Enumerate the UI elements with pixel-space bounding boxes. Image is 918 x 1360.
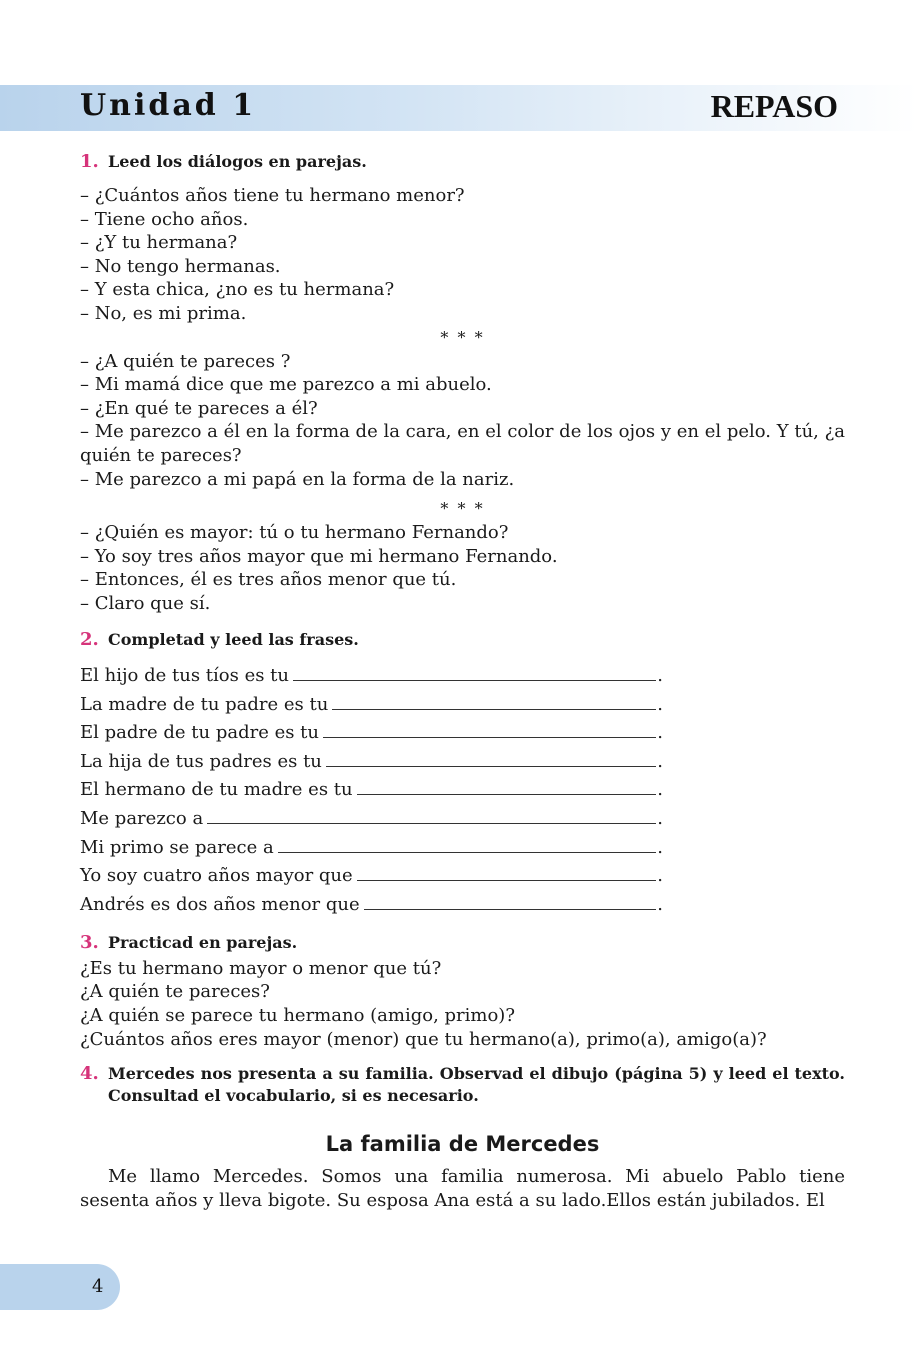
fill-in-sentence: El padre de tu padre es tu .: [80, 722, 663, 744]
answer-blank[interactable]: [326, 765, 656, 767]
dialogue-line: – Mi mamá dice que me parezco a mi abuelo.: [80, 374, 492, 396]
dialogue-1: [80, 184, 845, 326]
dialogue-separator: * * *: [440, 327, 485, 347]
exercise-number: 4.: [80, 1063, 99, 1085]
dialogue-line: – Me parezco a mi papá en la forma de la nariz.: [80, 468, 515, 490]
fill-in-sentence: Me parezco a .: [80, 808, 663, 830]
dialogue-2: [80, 350, 845, 492]
answer-blank[interactable]: [357, 879, 657, 881]
section-title: REPASO: [710, 88, 838, 124]
dialogue-line: – ¿Quién es mayor: tú o tu hermano Fernando?: [80, 522, 509, 544]
dialogue-line: – Tiene ocho años.: [80, 208, 249, 230]
exercise-number: 3.: [80, 931, 99, 953]
dialogue-line: – Me parezco a él en la forma de la cara, en el color de los ojos y en el pelo. Y tú, ¿a quién te pareces?: [80, 421, 845, 466]
story-paragraph: Me llamo Mercedes. Somos una familia numerosa. Mi abuelo Pablo tiene sesenta años y lleva bigote. Su esposa Ana está a su lado.Ellos están jubilados. El: [80, 1166, 845, 1211]
fill-in-sentence: Andrés es dos años menor que .: [80, 893, 663, 915]
answer-blank[interactable]: [332, 708, 656, 710]
exercise-number: 2.: [80, 628, 99, 650]
dialogue-line: – ¿Y tu hermana?: [80, 232, 238, 254]
story-title: La familia de Mercedes: [325, 1132, 600, 1157]
dialogue-line: – Y esta chica, ¿no es tu hermana?: [80, 279, 395, 301]
unit-title: Unidad 1: [80, 88, 257, 123]
dialogue-line: – ¿A quién te pareces ?: [80, 350, 291, 372]
fill-in-sentence: Yo soy cuatro años mayor que .: [80, 865, 663, 887]
exercise-1-heading: [80, 150, 845, 174]
dialogue-line: – Claro que sí.: [80, 592, 211, 614]
answer-blank[interactable]: [323, 736, 656, 738]
exercise-instruction: Mercedes nos presenta a su familia. Observad el dibujo (página 5) y leed el texto. Consultad el vocabulario, si es necesario.: [108, 1064, 845, 1106]
page-number: 4: [92, 1276, 104, 1297]
exercise-2-heading: [80, 628, 845, 652]
fill-in-sentence: Mi primo se parece a .: [80, 836, 663, 858]
dialogue-line: – ¿Cuántos años tiene tu hermano menor?: [80, 185, 465, 206]
practice-question: ¿A quién se parece tu hermano (amigo, primo)?: [80, 1005, 515, 1027]
fill-in-list: [80, 658, 845, 915]
answer-blank[interactable]: [357, 793, 657, 795]
answer-blank[interactable]: [293, 679, 656, 681]
dialogue-line: – Yo soy tres años mayor que mi hermano Fernando.: [80, 545, 558, 567]
fill-in-sentence: El hermano de tu madre es tu .: [80, 779, 663, 801]
page-content: [80, 150, 845, 1212]
practice-question: ¿Es tu hermano mayor o menor que tú?: [80, 957, 442, 979]
exercise-number: 1.: [80, 151, 99, 172]
exercise-4-heading: [80, 1063, 845, 1107]
dialogue-3: [80, 521, 845, 615]
dialogue-line: – No, es mi prima.: [80, 302, 247, 324]
dialogue-line: – Entonces, él es tres años menor que tú.: [80, 569, 457, 591]
dialogue-separator: * * *: [440, 499, 485, 519]
answer-blank[interactable]: [364, 908, 657, 910]
practice-question: ¿A quién te pareces?: [80, 981, 270, 1003]
exercise-3-heading: [80, 931, 845, 955]
answer-blank[interactable]: [278, 851, 657, 853]
dialogue-line: – ¿En qué te pareces a él?: [80, 397, 318, 419]
exercise-instruction: Practicad en parejas.: [108, 932, 298, 952]
practice-question: ¿Cuántos años eres mayor (menor) que tu hermano(a), primo(a), amigo(a)?: [80, 1028, 767, 1050]
answer-blank[interactable]: [207, 822, 656, 824]
practice-questions: [80, 957, 845, 1051]
fill-in-sentence: El hijo de tus tíos es tu .: [80, 665, 663, 687]
exercise-instruction: Leed los diálogos en parejas.: [108, 152, 367, 171]
fill-in-sentence: La madre de tu padre es tu .: [80, 693, 663, 715]
fill-in-sentence: La hija de tus padres es tu .: [80, 750, 663, 772]
exercise-instruction: Completad y leed las frases.: [108, 629, 359, 649]
dialogue-line: – No tengo hermanas.: [80, 255, 281, 277]
